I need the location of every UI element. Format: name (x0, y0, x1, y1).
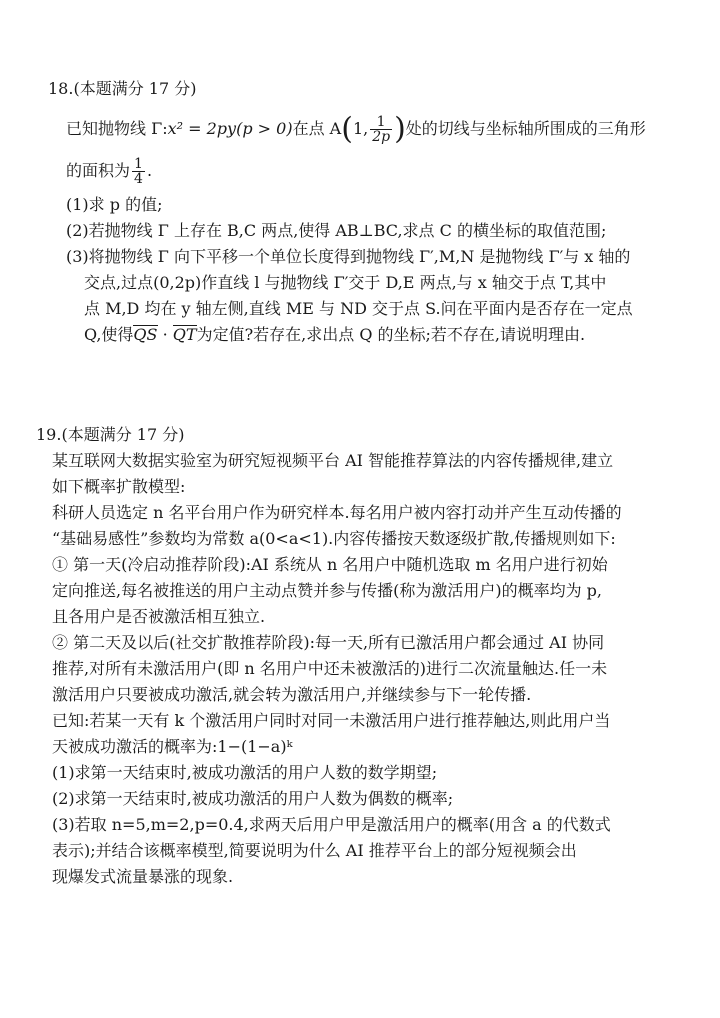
q19-line: “基础易感性”参数均为常数 a(0<a<1).内容传播按天数逐级扩散,传播规则如下: (52, 529, 616, 548)
q19-formula-line: 天被成功激活的概率为:1−(1−a)ᵏ (52, 737, 293, 756)
q18-parabola-eq: x² = 2py(p > 0) (167, 119, 293, 138)
q18-part3-line4: Q,使得QS · QT为定值?若存在,求出点 Q 的坐标;若不存在,请说明理由. (84, 325, 586, 344)
q19-line: 如下概率扩散模型: (52, 477, 186, 496)
q18-part1: (1)求 p 的值; (66, 195, 163, 214)
q19-line: 推荐,对所有未激活用户(即 n 名用户中还未被激活的)进行二次流量触达.任一未 (52, 659, 608, 678)
q19-line: 已知:若某一天有 k 个激活用户同时对同一未激活用户进行推荐触达,则此用户当 (52, 711, 611, 730)
q19-part1: (1)求第一天结束时,被成功激活的用户人数的数学期望; (52, 763, 438, 782)
q19-line: 定向推送,每名被推送的用户主动点赞并参与传播(称为激活用户)的概率均为 p, (52, 581, 602, 600)
q19-line: 且各用户是否被激活相互独立. (52, 607, 266, 626)
q18-part2: (2)若抛物线 Γ 上存在 B,C 两点,使得 AB⊥BC,求点 C 的横坐标的取值范围; (66, 221, 607, 240)
q19-line: 科研人员选定 n 名平台用户作为研究样本.每名用户被内容打动并产生互动传播的 (52, 503, 622, 522)
vector-qs: QS (133, 325, 158, 344)
q18-area-text: 的面积为 (66, 161, 131, 180)
q19-rule1-line: ① 第一天(冷启动推荐阶段):AI 系统从 n 名用户中随机选取 m 名用户进行初始 (52, 555, 608, 574)
q19-part2: (2)求第一天结束时,被成功激活的用户人数为偶数的概率; (52, 789, 454, 808)
q19-rule2-line: ② 第二天及以后(社交扩散推荐阶段):每一天,所有已激活用户都会通过 AI 协同 (52, 633, 605, 652)
q18-point-x: 1, (352, 119, 369, 138)
q18-stem-text-2: 处的切线与坐标轴所围成的三角形 (405, 119, 646, 138)
q19-part3-line2: 表示);并结合该概率模型,简要说明为什么 AI 推荐平台上的部分短视频会出 (52, 841, 577, 860)
q18-stem-line1: 已知抛物线 Γ:x² = 2py(p > 0)在点 A(1, $\frac{1}{2p}$ )处的切线与坐标轴所围成的三角形 (66, 111, 646, 147)
q18-area-fraction: $\frac{1}{4}$ (134, 156, 143, 187)
q18-header: 18.(本题满分 17 分) (48, 79, 197, 98)
q19-part3-line3: 现爆发式流量暴涨的现象. (52, 867, 234, 886)
vector-qt: QT (172, 325, 197, 344)
q19-line: 激活用户只要被成功激活,就会转为激活用户,并继续参与下一轮传播. (52, 685, 532, 704)
q18-part3-line1: (3)将抛物线 Γ 向下平移一个单位长度得到抛物线 Γ′,M,N 是抛物线 Γ′与 x 轴的 (66, 247, 631, 266)
q18-stem-text: 已知抛物线 Γ: (66, 119, 168, 138)
q18-stem-line2: 的面积为 $\frac{1}{4}$ . (66, 156, 153, 187)
q18-part3-line3: 点 M,D 均在 y 轴左侧,直线 ME 与 ND 交于点 S.问在平面内是否存在一定点 (84, 299, 633, 318)
q19-header: 19.(本题满分 17 分) (36, 425, 185, 444)
q19-line: 某互联网大数据实验室为研究短视频平台 AI 智能推荐算法的内容传播规律,建立 (52, 451, 614, 470)
q19-part3-line1: (3)若取 n=5,m=2,p=0.4,求两天后用户甲是激活用户的概率(用含 a 的代数式 (52, 815, 611, 834)
q18-point-label: 在点 A (292, 119, 342, 138)
q18-part3-line2: 交点,过点(0,2p)作直线 l 与抛物线 Γ′交于 D,E 两点,与 x 轴交于点 T,其中 (84, 273, 607, 292)
q18-point-y-fraction: $\frac{1}{2p}$ (372, 114, 391, 145)
